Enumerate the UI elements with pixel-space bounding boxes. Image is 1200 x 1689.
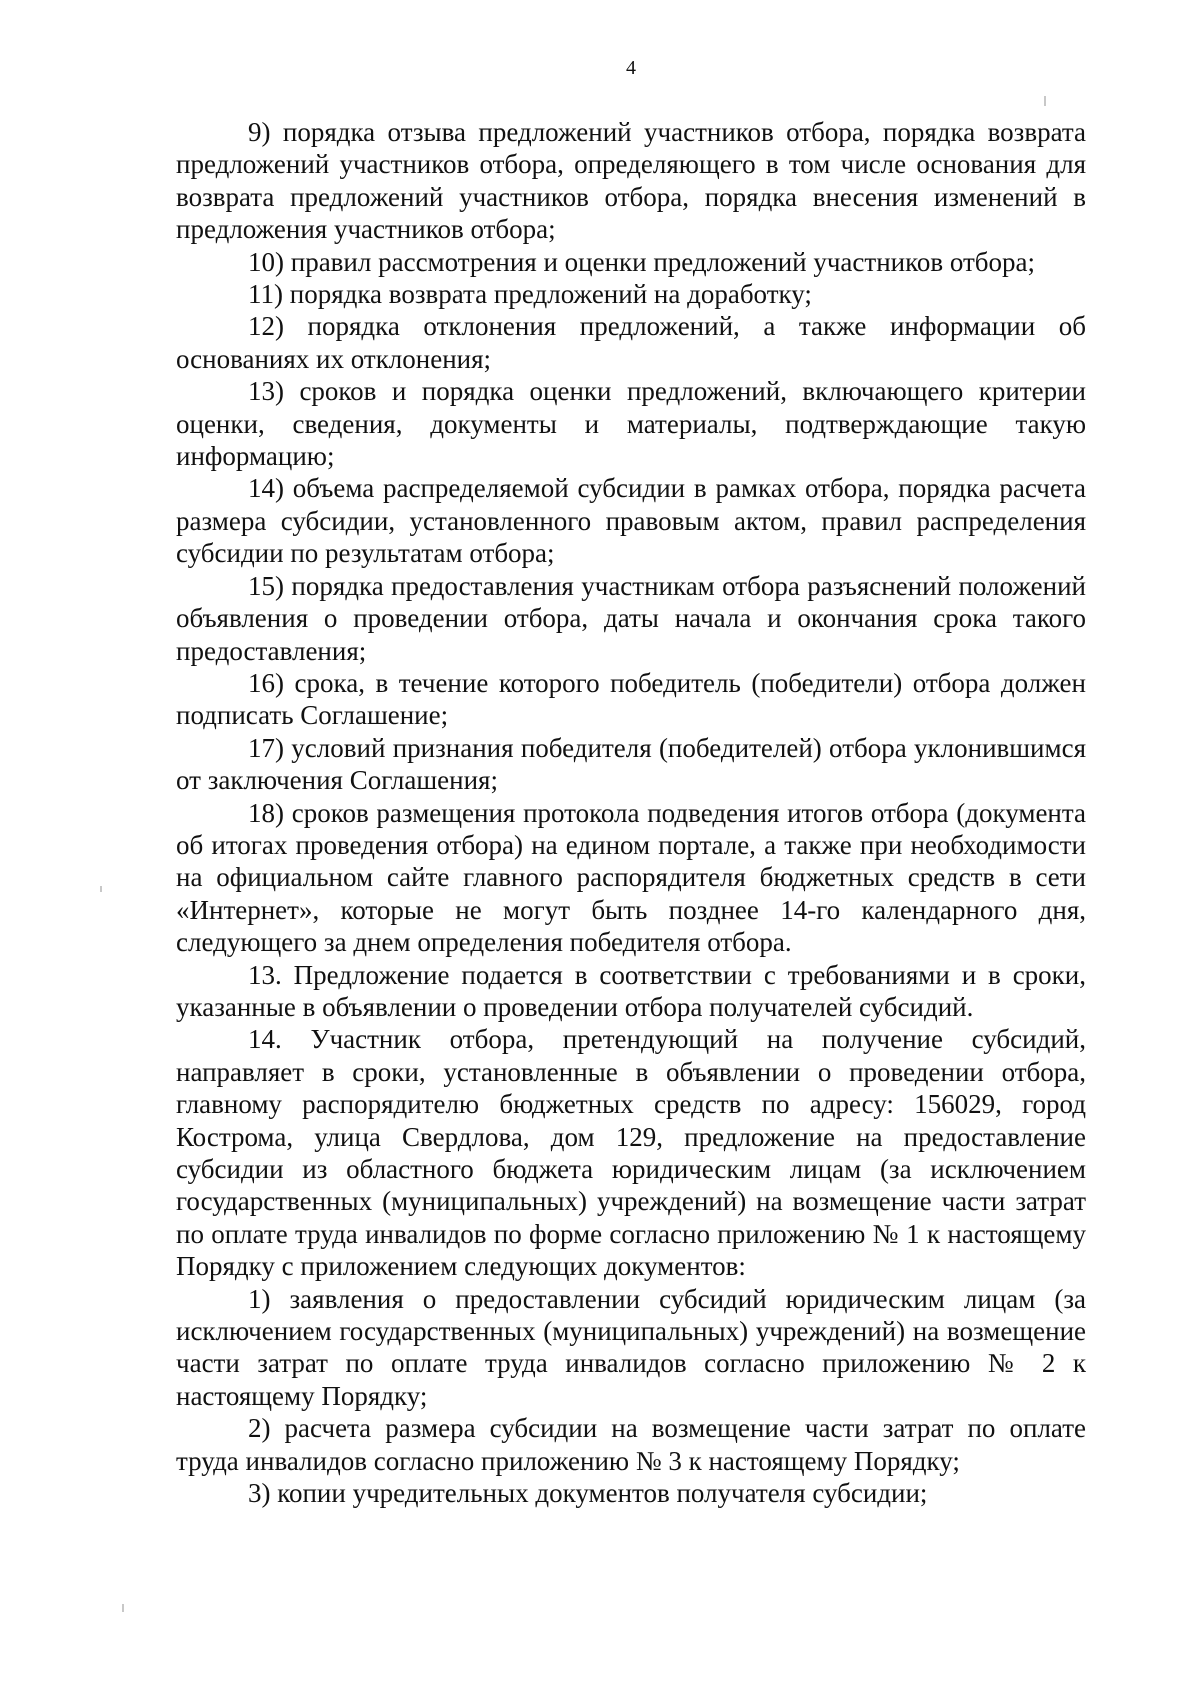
list-item: 10) правил рассмотрения и оценки предложений участников отбора; (248, 246, 1036, 277)
list-item: 12) порядка отклонения предложений, а также информации об основаниях их отклонения; (176, 311, 1086, 374)
list-item: 11) порядка возврата предложений на доработку; (248, 279, 812, 310)
list-item: 2) расчета размера субсидии на возмещение части затрат по оплате труда инвалидов согласно приложению № 3 к настоящему Порядку; (176, 1413, 1086, 1476)
list-item: 16) срока, в течение которого победитель (победители) отбора должен подписать Соглашение; (176, 667, 1086, 731)
list-item: 9) порядка отзыва предложений участников отбора, порядка возврата предложений участников отбора, определяющего в том числе основания для возврата предложений участников отбора, порядка внесения изменений в предложения участников отбора; (176, 117, 1086, 245)
scan-edge-mark (122, 1604, 124, 1612)
list-item: 15) порядка предоставления участникам отбора разъяснений положений объявления о проведении отбора, даты начала и окончания срока такого предоставления; (176, 570, 1086, 666)
list-item: 14) объема распределяемой субсидии в рамках отбора, порядка расчета размера субсидии, установленного правовым актом, правил распределения субсидии по результатам отбора; (176, 473, 1086, 569)
scan-edge-mark (100, 886, 102, 892)
scan-edge-mark (1044, 96, 1046, 106)
clause-paragraph: 14. Участник отбора, претендующий на получение субсидий, направляет в сроки, установленные в объявлении о проведении отбора, главному распорядителю бюджетных средств по адресу: 156029, город Кострома, улица Свердлова, дом 129, предложение на предоставление субсидии из областного бюджета юридическим лицам (за исключением государственных (муниципальных) учреждений) на возмещение части затрат по оплате труда инвалидов по форме согласно приложению № 1 к настоящему Порядку с приложением следующих документов: (176, 1024, 1086, 1282)
list-item: 13) сроков и порядка оценки предложений, включающего критерии оценки, сведения, документы и материалы, подтверждающие такую информацию; (176, 376, 1086, 472)
list-item: 17) условий признания победителя (победителей) отбора уклонившимся от заключения Соглашения; (176, 732, 1086, 796)
list-item: 3) копии учредительных документов получателя субсидии; (248, 1478, 928, 1509)
list-item: 18) сроков размещения протокола подведения итогов отбора (документа об итогах проведения отбора) на едином портале, а также при необходимости на официальном сайте главного распорядителя бюджетных средств в сети «Интернет», которые не могут быть позднее 14-го календарного дня, следующего за днем определения победителя отбора. (176, 797, 1086, 958)
document-body (176, 116, 1086, 1509)
clause-paragraph: 13. Предложение подается в соответствии с требованиями и в сроки, указанные в объявлении о проведении отбора получателей субсидий. (176, 959, 1086, 1022)
page-number: 4 (626, 57, 636, 79)
list-item: 1) заявления о предоставлении субсидий юридическим лицам (за исключением государственных (муниципальных) учреждений) на возмещение части затрат по оплате труда инвалидов согласно приложению № 2 к настоящему Порядку; (176, 1283, 1086, 1411)
